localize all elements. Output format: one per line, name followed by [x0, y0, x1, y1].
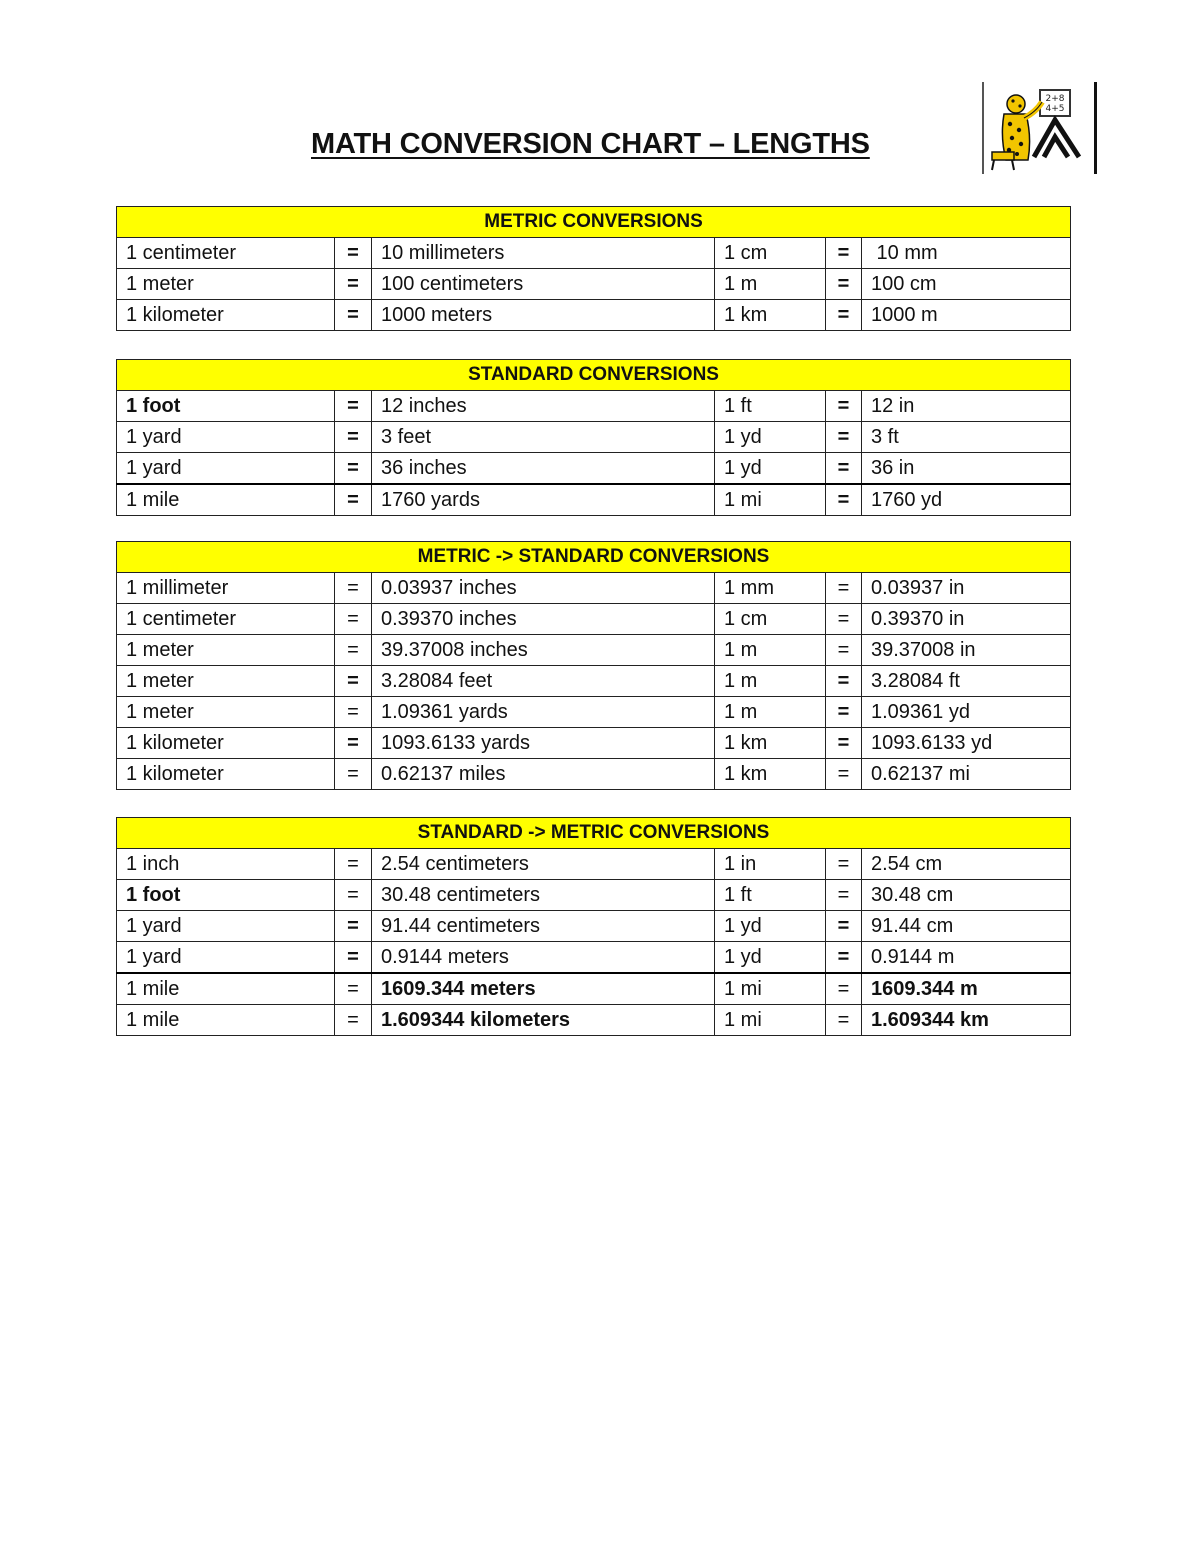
unit-value: 2.54 centimeters	[372, 849, 715, 880]
unit-value: 30.48 centimeters	[372, 880, 715, 911]
equals-sign: =	[335, 635, 372, 666]
equals-sign: =	[335, 880, 372, 911]
unit-value: 100 centimeters	[372, 269, 715, 300]
standard-conversions-table	[116, 359, 1071, 516]
abbr-value: 3 ft	[862, 422, 1071, 453]
equals-sign: =	[826, 666, 862, 697]
unit-value: 3 feet	[372, 422, 715, 453]
equals-sign: =	[335, 728, 372, 759]
equals-sign: =	[826, 300, 862, 331]
unit-value: 1.609344 kilometers	[372, 1005, 715, 1036]
abbr-value: 91.44 cm	[862, 911, 1071, 942]
equals-sign: =	[826, 942, 862, 974]
equals-sign: =	[826, 238, 862, 269]
table-row	[117, 1005, 1071, 1036]
unit-name: 1 kilometer	[117, 300, 335, 331]
table-header: STANDARD -> METRIC CONVERSIONS	[117, 818, 1071, 849]
standard-to-metric-table	[116, 817, 1071, 1036]
equals-sign: =	[335, 697, 372, 728]
unit-name: 1 foot	[117, 880, 335, 911]
equals-sign: =	[826, 759, 862, 790]
abbr-value: 1760 yd	[862, 484, 1071, 516]
unit-abbr: 1 mi	[715, 1005, 826, 1036]
unit-abbr: 1 km	[715, 728, 826, 759]
abbr-value: 36 in	[862, 453, 1071, 485]
equals-sign: =	[335, 973, 372, 1005]
unit-value: 91.44 centimeters	[372, 911, 715, 942]
equals-sign: =	[826, 849, 862, 880]
unit-abbr: 1 yd	[715, 911, 826, 942]
unit-name: 1 meter	[117, 635, 335, 666]
equals-sign: =	[826, 453, 862, 485]
table-header: METRIC CONVERSIONS	[117, 207, 1071, 238]
equals-sign: =	[826, 973, 862, 1005]
equals-sign: =	[826, 269, 862, 300]
abbr-value: 1.609344 km	[862, 1005, 1071, 1036]
table-row	[117, 604, 1071, 635]
table-row	[117, 422, 1071, 453]
equals-sign: =	[335, 604, 372, 635]
unit-abbr: 1 mm	[715, 573, 826, 604]
unit-name: 1 yard	[117, 942, 335, 974]
logo	[982, 82, 1097, 174]
unit-name: 1 meter	[117, 697, 335, 728]
table-header: METRIC -> STANDARD CONVERSIONS	[117, 542, 1071, 573]
unit-value: 39.37008 inches	[372, 635, 715, 666]
unit-value: 0.39370 inches	[372, 604, 715, 635]
unit-abbr: 1 m	[715, 269, 826, 300]
unit-name: 1 meter	[117, 269, 335, 300]
equals-sign: =	[335, 1005, 372, 1036]
abbr-value: 1.09361 yd	[862, 697, 1071, 728]
equals-sign: =	[826, 422, 862, 453]
equals-sign: =	[335, 453, 372, 485]
abbr-value: 3.28084 ft	[862, 666, 1071, 697]
unit-name: 1 foot	[117, 391, 335, 422]
abbr-value: 10 mm	[862, 238, 1071, 269]
table-row	[117, 238, 1071, 269]
table-row	[117, 728, 1071, 759]
unit-abbr: 1 m	[715, 666, 826, 697]
unit-name: 1 yard	[117, 911, 335, 942]
unit-value: 1093.6133 yards	[372, 728, 715, 759]
equals-sign: =	[335, 911, 372, 942]
equals-sign: =	[826, 880, 862, 911]
abbr-value: 0.03937 in	[862, 573, 1071, 604]
board-text-2: 4+5	[1045, 104, 1065, 114]
unit-name: 1 meter	[117, 666, 335, 697]
unit-name: 1 kilometer	[117, 759, 335, 790]
unit-name: 1 yard	[117, 453, 335, 485]
unit-name: 1 millimeter	[117, 573, 335, 604]
unit-abbr: 1 km	[715, 759, 826, 790]
abbr-value: 1093.6133 yd	[862, 728, 1071, 759]
table-row	[117, 573, 1071, 604]
unit-value: 1.09361 yards	[372, 697, 715, 728]
equals-sign: =	[826, 697, 862, 728]
abbr-value: 100 cm	[862, 269, 1071, 300]
unit-value: 10 millimeters	[372, 238, 715, 269]
unit-name: 1 inch	[117, 849, 335, 880]
equals-sign: =	[826, 728, 862, 759]
unit-name: 1 centimeter	[117, 238, 335, 269]
table-row	[117, 759, 1071, 790]
unit-value: 0.9144 meters	[372, 942, 715, 974]
unit-value: 36 inches	[372, 453, 715, 485]
equals-sign: =	[335, 238, 372, 269]
table-header: STANDARD CONVERSIONS	[117, 360, 1071, 391]
table-row	[117, 300, 1071, 331]
equals-sign: =	[826, 1005, 862, 1036]
table-row	[117, 880, 1071, 911]
unit-abbr: 1 mi	[715, 973, 826, 1005]
table-row	[117, 453, 1071, 485]
unit-abbr: 1 in	[715, 849, 826, 880]
table-row	[117, 635, 1071, 666]
board-text-1: 2+8	[1045, 94, 1065, 104]
equals-sign: =	[335, 573, 372, 604]
abbr-value: 0.9144 m	[862, 942, 1071, 974]
unit-abbr: 1 m	[715, 635, 826, 666]
table-row	[117, 911, 1071, 942]
equals-sign: =	[335, 422, 372, 453]
unit-abbr: 1 yd	[715, 942, 826, 974]
metric-to-standard-table	[116, 541, 1071, 790]
unit-name: 1 mile	[117, 973, 335, 1005]
abbr-value: 2.54 cm	[862, 849, 1071, 880]
metric-conversions-table	[116, 206, 1071, 331]
table-row	[117, 484, 1071, 516]
unit-abbr: 1 ft	[715, 391, 826, 422]
abbr-value: 30.48 cm	[862, 880, 1071, 911]
table-row	[117, 942, 1071, 974]
unit-abbr: 1 ft	[715, 880, 826, 911]
leopard-teacher-icon	[984, 82, 1094, 174]
unit-value: 3.28084 feet	[372, 666, 715, 697]
abbr-value: 1609.344 m	[862, 973, 1071, 1005]
equals-sign: =	[335, 759, 372, 790]
equals-sign: =	[826, 604, 862, 635]
table-row	[117, 973, 1071, 1005]
unit-name: 1 yard	[117, 422, 335, 453]
equals-sign: =	[826, 911, 862, 942]
equals-sign: =	[335, 484, 372, 516]
abbr-value: 12 in	[862, 391, 1071, 422]
unit-value: 12 inches	[372, 391, 715, 422]
unit-value: 1000 meters	[372, 300, 715, 331]
page-title: MATH CONVERSION CHART – LENGTHS	[311, 128, 870, 160]
table-row	[117, 697, 1071, 728]
abbr-value: 39.37008 in	[862, 635, 1071, 666]
unit-name: 1 mile	[117, 484, 335, 516]
equals-sign: =	[826, 391, 862, 422]
unit-abbr: 1 yd	[715, 422, 826, 453]
abbr-value: 1000 m	[862, 300, 1071, 331]
equals-sign: =	[335, 391, 372, 422]
unit-name: 1 mile	[117, 1005, 335, 1036]
abbr-value: 0.62137 mi	[862, 759, 1071, 790]
unit-abbr: 1 m	[715, 697, 826, 728]
table-row	[117, 849, 1071, 880]
table-row	[117, 666, 1071, 697]
unit-value: 1609.344 meters	[372, 973, 715, 1005]
unit-value: 1760 yards	[372, 484, 715, 516]
equals-sign: =	[826, 573, 862, 604]
equals-sign: =	[335, 942, 372, 974]
equals-sign: =	[826, 484, 862, 516]
abbr-value: 0.39370 in	[862, 604, 1071, 635]
unit-abbr: 1 km	[715, 300, 826, 331]
unit-abbr: 1 cm	[715, 238, 826, 269]
unit-name: 1 centimeter	[117, 604, 335, 635]
equals-sign: =	[335, 849, 372, 880]
unit-abbr: 1 cm	[715, 604, 826, 635]
unit-value: 0.03937 inches	[372, 573, 715, 604]
equals-sign: =	[335, 269, 372, 300]
equals-sign: =	[826, 635, 862, 666]
unit-abbr: 1 mi	[715, 484, 826, 516]
table-row	[117, 391, 1071, 422]
equals-sign: =	[335, 666, 372, 697]
unit-abbr: 1 yd	[715, 453, 826, 485]
table-row	[117, 269, 1071, 300]
unit-value: 0.62137 miles	[372, 759, 715, 790]
unit-name: 1 kilometer	[117, 728, 335, 759]
equals-sign: =	[335, 300, 372, 331]
